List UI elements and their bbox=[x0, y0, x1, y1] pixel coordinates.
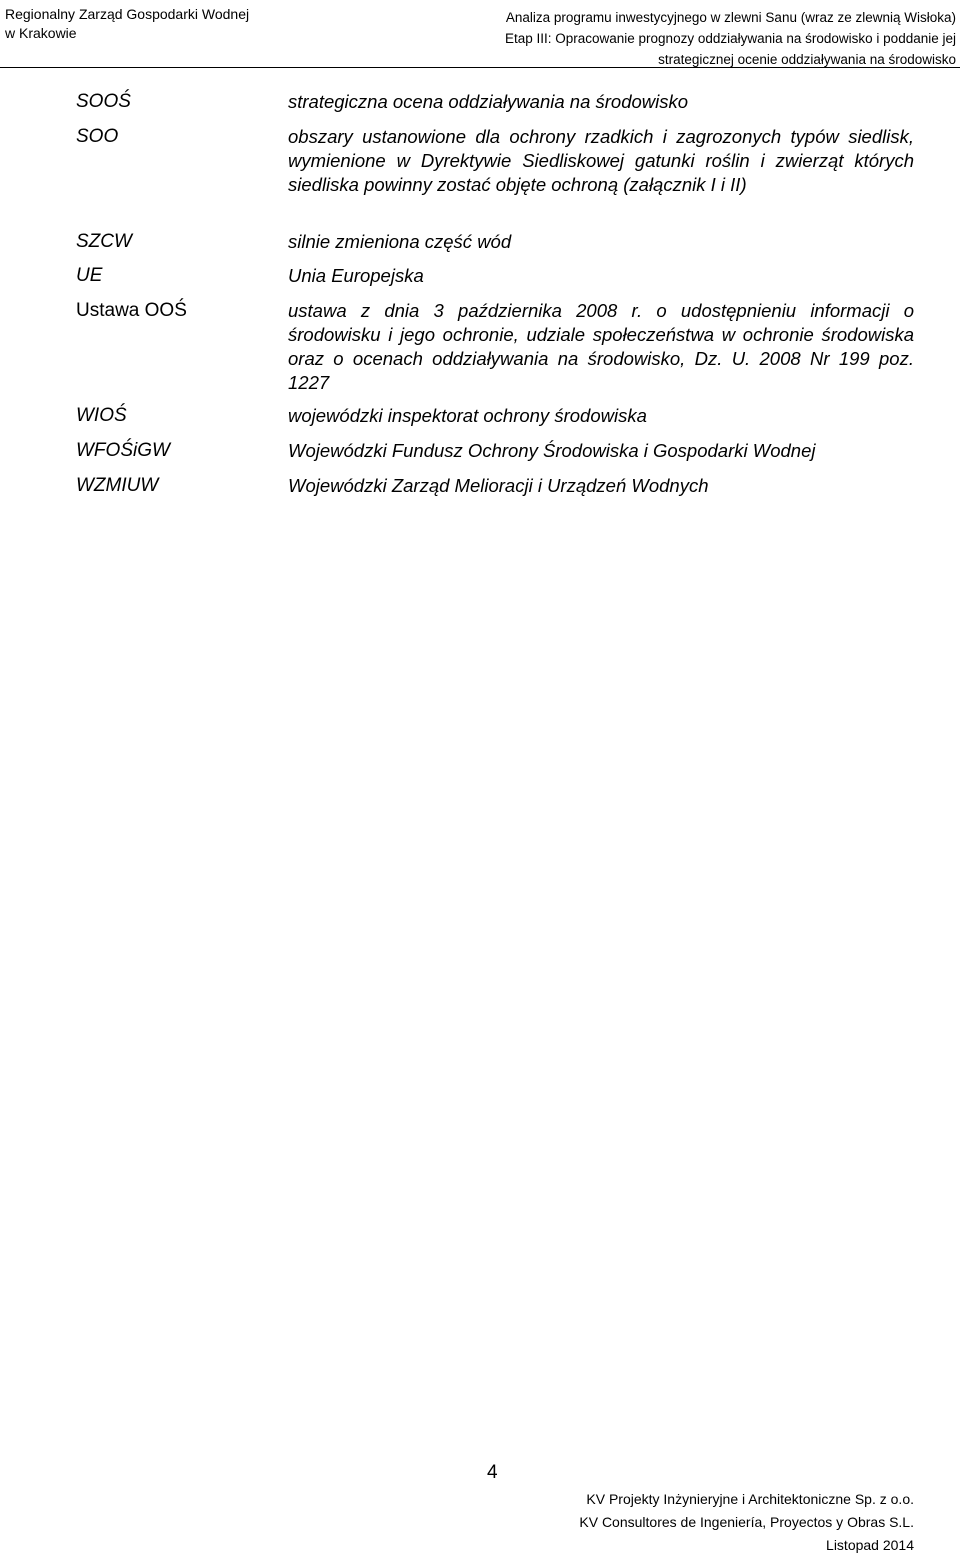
abbreviation-definition: Wojewódzki Fundusz Ochrony Środowiska i Gospodarki Wodnej bbox=[288, 440, 816, 461]
header-organization bbox=[5, 5, 249, 43]
header-org-line: Regionalny Zarząd Gospodarki Wodnej bbox=[5, 6, 250, 22]
footer-date: Listopad 2014 bbox=[826, 1537, 914, 1553]
abbreviation-definition: obszary ustanowione dla ochrony rzadkich i zagrozonych typów siedlisk, wymienione w Dyrektywie Siedliskowej gatunki roślin i zwierząt których siedliska powinny zostać objęte ochroną (załącznik I i II) bbox=[288, 126, 914, 195]
abbreviation-definition: strategiczna ocena oddziaływania na środowisko bbox=[288, 91, 689, 112]
page-header bbox=[0, 0, 960, 68]
page-footer bbox=[579, 1488, 914, 1557]
header-title-line: strategicznej ocenie oddziaływania na środowisko bbox=[658, 52, 956, 67]
abbreviation-term: SOOŚ bbox=[76, 91, 131, 112]
header-document-title bbox=[505, 7, 956, 70]
abbreviation-term: WIOŚ bbox=[76, 405, 127, 426]
abbreviation-term: SOO bbox=[76, 126, 119, 147]
abbreviation-term: UE bbox=[76, 265, 103, 286]
abbreviation-term: Ustawa OOŚ bbox=[76, 300, 187, 321]
header-title-line: Etap III: Opracowanie prognozy oddziaływania na środowisko i poddanie jej bbox=[504, 31, 956, 46]
abbreviation-definition: Wojewódzki Zarząd Melioracji i Urządzeń Wodnych bbox=[288, 475, 709, 496]
abbreviation-term: WFOŚiGW bbox=[76, 440, 170, 461]
abbreviation-definition: ustawa z dnia 3 października 2008 r. o udostępnieniu informacji o środowisku i jego ochronie, udziale społeczeństwa w ochronie środowiska oraz o ocenach oddziaływania na środowisko, Dz. U. 2008 Nr 199 poz. 1227 bbox=[288, 300, 914, 393]
abbreviation-term: SZCW bbox=[76, 231, 132, 252]
header-divider bbox=[0, 67, 960, 68]
page-number: 4 bbox=[487, 1462, 498, 1483]
abbreviation-definition: wojewódzki inspektorat ochrony środowiska bbox=[288, 405, 647, 426]
abbreviation-definition: Unia Europejska bbox=[288, 265, 424, 286]
abbreviation-definition: silnie zmieniona część wód bbox=[288, 231, 512, 252]
abbreviation-term: WZMIUW bbox=[76, 475, 159, 496]
footer-line: KV Consultores de Ingeniería, Proyectos y Obras S.L. bbox=[579, 1514, 914, 1530]
header-title-line: Analiza programu inwestycyjnego w zlewni Sanu (wraz ze zlewnią Wisłoka) bbox=[505, 10, 956, 25]
header-org-line: w Krakowie bbox=[5, 25, 77, 41]
footer-line: KV Projekty Inżynieryjne i Architektoniczne Sp. z o.o. bbox=[586, 1491, 914, 1507]
